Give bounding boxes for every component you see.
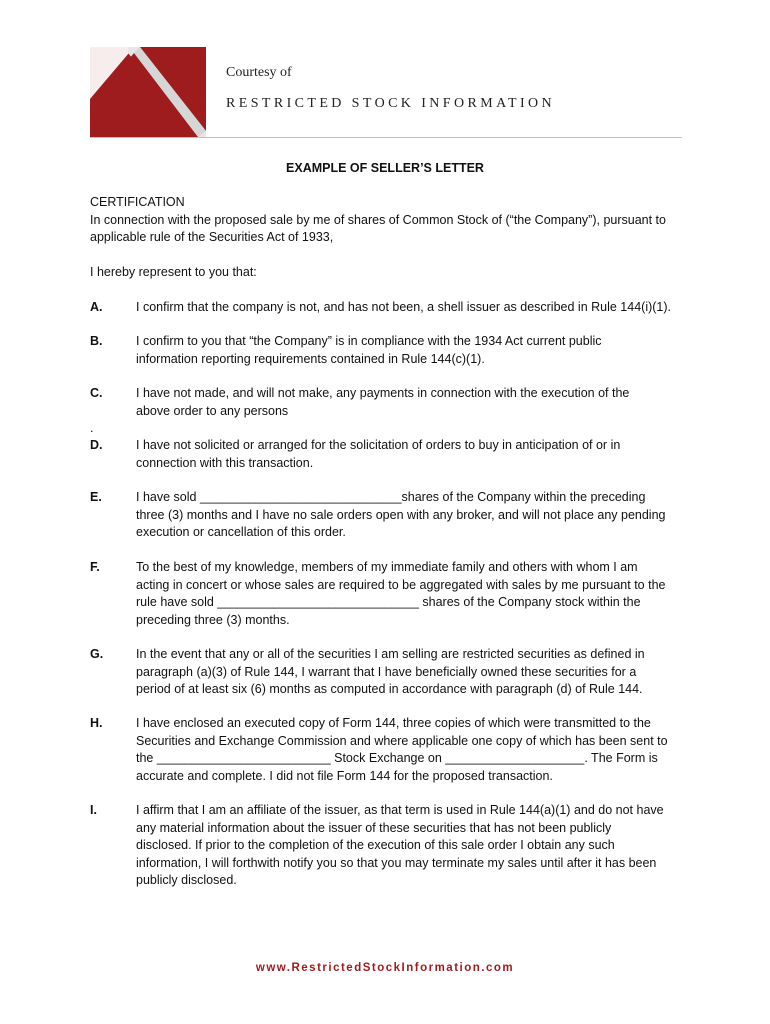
- company-logo: [90, 47, 206, 137]
- item-line: information reporting requirements contained in Rule 144(c)(1).: [136, 351, 485, 366]
- item-line: publicly disclosed.: [136, 873, 237, 887]
- item-line: accurate and complete. I did not file Form 144 for the proposed transaction.: [136, 768, 553, 783]
- courtesy-text: Courtesy of: [226, 65, 292, 80]
- intro-line-2: applicable rule of the Securities Act of 1933,: [90, 230, 334, 244]
- item-line: acting in concert or whose sales are required to be aggregated with sales by me pursuant to the: [136, 577, 666, 592]
- item-line: execution or cancellation of this order.: [136, 525, 346, 539]
- item-body: [136, 802, 696, 890]
- item-line: To the best of my knowledge, members of my immediate family and others with whom I am: [136, 560, 638, 574]
- item-body: [136, 489, 696, 542]
- footer-website-link[interactable]: www.RestrictedStockInformation.com: [255, 962, 515, 974]
- item-letter: F.: [90, 560, 100, 574]
- item-line: any material information about the issuer of these securities that has not been publicly: [136, 820, 612, 835]
- document-title: EXAMPLE OF SELLER’S LETTER: [286, 161, 484, 175]
- item-line: disclosed. If prior to the completion of the execution of this sale order I obtain any such: [136, 838, 615, 852]
- item-letter: H.: [90, 716, 103, 730]
- item-body: [136, 559, 696, 629]
- item-line: rule have sold _____________________________ shares of the Company stock within the: [136, 595, 641, 609]
- item-body: [136, 299, 696, 317]
- item-letter: C.: [90, 386, 103, 400]
- item-line: paragraph (a)(3) of Rule 144, I warrant that I have beneficially owned these securities for a: [136, 664, 637, 679]
- represent-line: I hereby represent to you that:: [90, 265, 257, 279]
- item-line: information, I will forthwith notify you so that you may terminate my sales until after it has been: [136, 855, 657, 870]
- item-letter: B.: [90, 334, 103, 348]
- item-body: [136, 646, 696, 699]
- item-body: [136, 437, 696, 472]
- item-line: above order to any persons: [136, 403, 289, 418]
- item-line: preceding three (3) months.: [136, 612, 290, 627]
- item-line: I have not solicited or arranged for the solicitation of orders to buy in anticipation of or in: [136, 438, 621, 452]
- item-line: I affirm that I am an affiliate of the issuer, as that term is used in Rule 144(a)(1) and do not have: [136, 803, 664, 817]
- item-body: [136, 333, 696, 368]
- item-body: [136, 715, 696, 785]
- item-line: I have sold _____________________________shares of the Company within the preceding: [136, 490, 646, 504]
- stray-dot: .: [90, 421, 94, 435]
- item-letter: G.: [90, 647, 104, 661]
- item-line: I confirm to you that “the Company” is in compliance with the 1934 Act current public: [136, 334, 602, 348]
- item-line: period of at least six (6) months as computed in accordance with paragraph (d) of Rule 144.: [136, 682, 643, 696]
- item-letter: I.: [90, 803, 97, 817]
- item-line: three (3) months and I have no sale orders open with any broker, and will not place any pending: [136, 507, 666, 522]
- intro-line-1: In connection with the proposed sale by me of shares of Common Stock of (“the Company”), pursuant to: [90, 213, 666, 227]
- organization-name: RESTRICTED STOCK INFORMATION: [226, 96, 556, 111]
- item-line: I have not made, and will not make, any payments in connection with the execution of the: [136, 386, 630, 400]
- item-line: I confirm that the company is not, and has not been, a shell issuer as described in Rule 144(i)(1).: [136, 300, 672, 314]
- item-line: the _________________________ Stock Exchange on ____________________. The Form is: [136, 751, 658, 765]
- header-divider: [90, 137, 682, 138]
- item-letter: D.: [90, 438, 103, 452]
- item-line: connection with this transaction.: [136, 455, 314, 470]
- item-line: I have enclosed an executed copy of Form 144, three copies of which were transmitted to the: [136, 716, 651, 730]
- certification-heading: CERTIFICATION: [90, 195, 185, 209]
- item-body: [136, 385, 696, 420]
- item-letter: E.: [90, 490, 102, 504]
- item-letter: A.: [90, 300, 103, 314]
- item-line: Securities and Exchange Commission and where applicable one copy of which has been sent to: [136, 733, 668, 748]
- item-line: In the event that any or all of the securities I am selling are restricted securities as defined in: [136, 647, 645, 661]
